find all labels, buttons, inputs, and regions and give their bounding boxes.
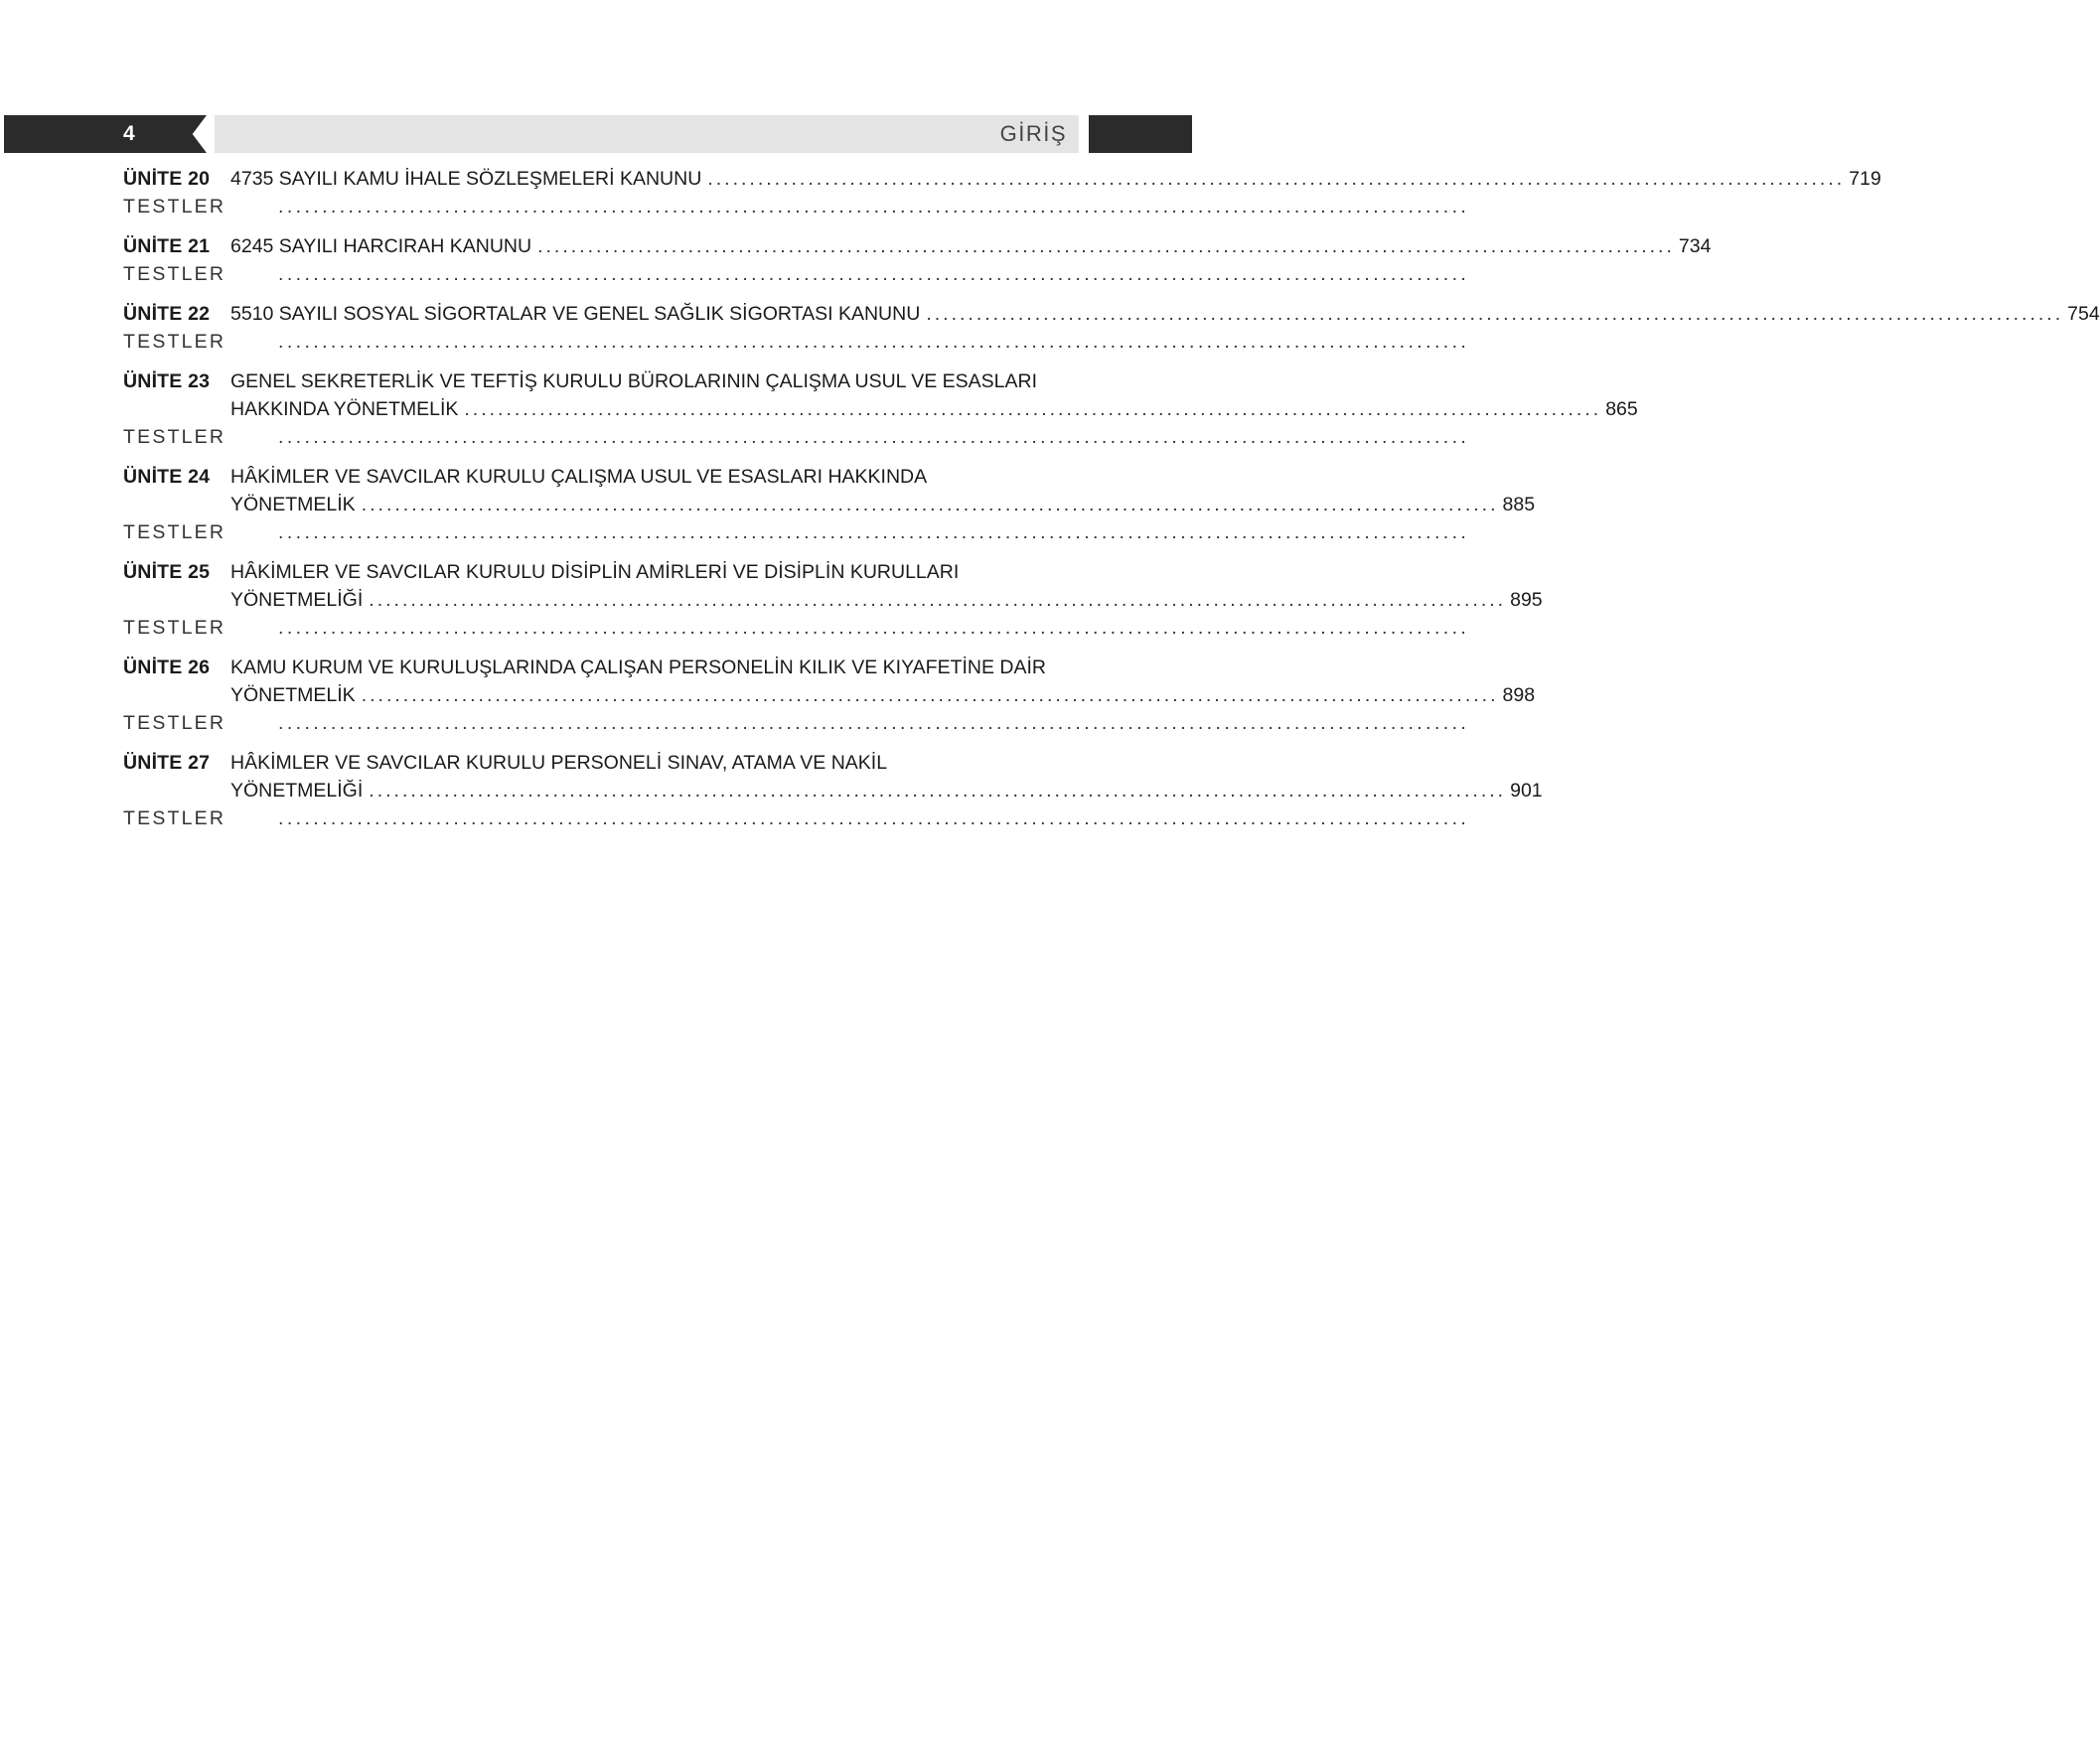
unit-title: HAKKINDA YÖNETMELİK — [230, 398, 459, 420]
toc-entry-row — [123, 749, 1069, 777]
page-ref: 895 — [1510, 589, 1543, 611]
testler-label: TESTLER — [123, 263, 226, 285]
title-line — [230, 558, 1069, 586]
toc-unit — [123, 463, 1536, 546]
unit-title: 6245 SAYILI HARCIRAH KANUNU — [230, 235, 532, 257]
testler-row — [123, 423, 1470, 451]
title-line — [230, 654, 1069, 681]
title-line — [230, 232, 1711, 260]
testler-label: TESTLER — [123, 426, 226, 448]
toc-unit — [123, 558, 1543, 642]
header-right-tab — [1089, 115, 1192, 153]
leader-dots: ........................................................................................................................................ — [369, 780, 1507, 802]
leader-dots: ........................................................................................................................................ — [278, 807, 1470, 829]
unit-label: ÜNİTE 20 — [123, 168, 211, 190]
testler-label: TESTLER — [123, 521, 226, 543]
toc-entry-row — [123, 300, 2100, 328]
page-ref: 754 — [2067, 303, 2100, 325]
page-ref: 901 — [1510, 780, 1543, 802]
leader-dots: ........................................................................................................................................ — [369, 589, 1507, 611]
unit-title: HÂKİMLER VE SAVCILAR KURULU ÇALIŞMA USUL VE ESASLARI HAKKINDA — [230, 466, 928, 488]
page-ref: 734 — [1678, 235, 1712, 257]
title-line — [230, 395, 1638, 423]
leader-dots: ........................................................................................................................................ — [278, 521, 1470, 543]
leader-dots: ........................................................................................................................................ — [278, 712, 1470, 734]
unit-title: KAMU KURUM VE KURULUŞLARINDA ÇALIŞAN PERSONELİN KILIK VE KIYAFETİNE DAİR — [230, 657, 1047, 678]
title-line — [230, 367, 1069, 395]
testler-row — [123, 709, 1470, 737]
leader-dots: ........................................................................................................................................ — [278, 617, 1470, 639]
toc-unit — [123, 749, 1543, 832]
unit-title: YÖNETMELİK — [230, 494, 356, 515]
unit-label: ÜNİTE 26 — [123, 657, 211, 678]
section-title: GİRİŞ — [999, 121, 1067, 146]
toc-entry-row — [123, 165, 1881, 193]
leader-dots: ........................................................................................................................................ — [278, 331, 1470, 353]
unit-label: ÜNİTE 21 — [123, 235, 211, 257]
toc-unit — [123, 654, 1536, 737]
testler-label: TESTLER — [123, 617, 226, 639]
page-ref: 719 — [1849, 168, 1881, 190]
header-bar — [215, 115, 1079, 153]
leader-dots: ........................................................................................................................................ — [361, 494, 1499, 515]
page-number: 4 — [123, 122, 135, 145]
toc-entry-row — [123, 558, 1069, 586]
toc-entry-row — [123, 367, 1069, 395]
toc-entry-row — [123, 463, 1069, 491]
toc-entry-row — [123, 654, 1069, 681]
toc-unit — [123, 300, 2100, 356]
toc-entry-row — [123, 586, 1543, 614]
page-ref: 865 — [1605, 398, 1638, 420]
unit-title: HÂKİMLER VE SAVCILAR KURULU DİSİPLİN AMİRLERİ VE DİSİPLİN KURULLARI — [230, 561, 960, 583]
testler-label: TESTLER — [123, 331, 226, 353]
unit-title: YÖNETMELİĞİ — [230, 780, 364, 802]
toc-entry-row — [123, 395, 1638, 423]
testler-label: TESTLER — [123, 712, 226, 734]
toc-entry-row — [123, 491, 1536, 518]
leader-dots: ........................................................................................................................................ — [278, 196, 1470, 218]
testler-row — [123, 804, 1470, 832]
title-line — [230, 300, 2100, 328]
unit-title: HÂKİMLER VE SAVCILAR KURULU PERSONELİ SINAV, ATAMA VE NAKİL — [230, 752, 888, 774]
unit-label: ÜNİTE 23 — [123, 370, 211, 392]
page-header — [0, 115, 1192, 153]
title-line — [230, 681, 1535, 709]
testler-label: TESTLER — [123, 807, 226, 829]
title-line — [230, 749, 1069, 777]
table-of-contents — [123, 165, 2100, 844]
toc-entry-row — [123, 681, 1536, 709]
unit-label: ÜNİTE 27 — [123, 752, 211, 774]
unit-label: ÜNİTE 22 — [123, 303, 211, 325]
toc-unit — [123, 367, 1638, 451]
header-left-tab — [4, 115, 207, 153]
leader-dots: ........................................................................................................................................ — [926, 303, 2064, 325]
testler-row — [123, 614, 1470, 642]
toc-entry-row — [123, 232, 1712, 260]
leader-dots: ........................................................................................................................................ — [537, 235, 1675, 257]
toc-entry-row — [123, 777, 1543, 804]
title-line — [230, 463, 1069, 491]
unit-label: ÜNİTE 24 — [123, 466, 211, 488]
testler-row — [123, 260, 1470, 288]
page-ref: 898 — [1502, 684, 1536, 706]
unit-title: 4735 SAYILI KAMU İHALE SÖZLEŞMELERİ KANUNU — [230, 168, 702, 190]
title-line — [230, 586, 1543, 614]
leader-dots: ........................................................................................................................................ — [707, 168, 1846, 190]
unit-title: YÖNETMELİK — [230, 684, 356, 706]
toc-unit — [123, 165, 1881, 220]
testler-row — [123, 193, 1470, 220]
leader-dots: ........................................................................................................................................ — [361, 684, 1499, 706]
title-line — [230, 165, 1881, 193]
testler-row — [123, 518, 1470, 546]
testler-label: TESTLER — [123, 196, 226, 218]
testler-row — [123, 328, 1470, 356]
leader-dots: ........................................................................................................................................ — [464, 398, 1602, 420]
unit-title: YÖNETMELİĞİ — [230, 589, 364, 611]
unit-title: GENEL SEKRETERLİK VE TEFTİŞ KURULU BÜROLARININ ÇALIŞMA USUL VE ESASLARI — [230, 370, 1038, 392]
unit-label: ÜNİTE 25 — [123, 561, 211, 583]
leader-dots: ........................................................................................................................................ — [278, 263, 1470, 285]
title-line — [230, 777, 1543, 804]
title-line — [230, 491, 1535, 518]
leader-dots: ........................................................................................................................................ — [278, 426, 1470, 448]
page-ref: 885 — [1502, 494, 1536, 515]
unit-title: 5510 SAYILI SOSYAL SİGORTALAR VE GENEL SAĞLIK SİGORTASI KANUNU — [230, 303, 921, 325]
toc-unit — [123, 232, 1712, 288]
